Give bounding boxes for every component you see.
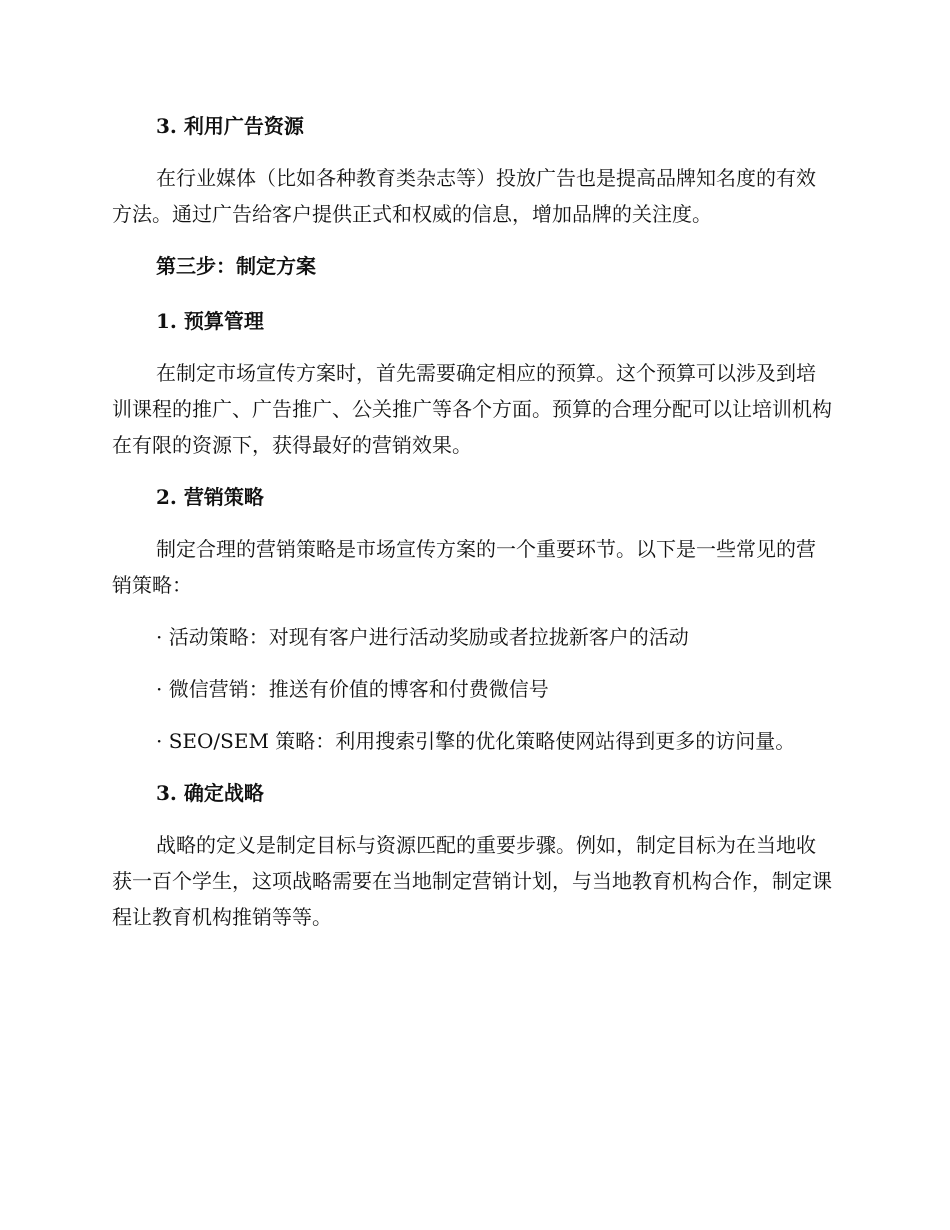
bullet-seo: · SEO/SEM 策略：利用搜索引擎的优化策略使网站得到更多的访问量。 bbox=[156, 729, 796, 753]
heading-budget: 1. 预算管理 bbox=[156, 309, 264, 333]
document-page bbox=[112, 108, 832, 935]
bullet-wechat: · 微信营销：推送有价值的博客和付费微信号 bbox=[156, 677, 549, 701]
heading-strategy: 3. 确定战略 bbox=[156, 781, 264, 805]
paragraph-strategy: 战略的定义是制定目标与资源匹配的重要步骤。例如，制定目标为在当地收获一百个学生，这项战略需要在当地制定营销计划，与当地教育机构合作，制定课程让教育机构推销等等。 bbox=[112, 833, 832, 929]
paragraph-budget: 在制定市场宣传方案时，首先需要确定相应的预算。这个预算可以涉及到培训课程的推广、广告推广、公关推广等各个方面。预算的合理分配可以让培训机构在有限的资源下，获得最好的营销效果。 bbox=[112, 361, 832, 457]
heading-marketing: 2. 营销策略 bbox=[156, 485, 264, 509]
paragraph-use-ads: 在行业媒体（比如各种教育类杂志等）投放广告也是提高品牌知名度的有效方法。通过广告给客户提供正式和权威的信息，增加品牌的关注度。 bbox=[112, 166, 816, 226]
heading-step-three: 第三步：制定方案 bbox=[156, 254, 316, 278]
heading-use-ads: 3. 利用广告资源 bbox=[156, 114, 304, 138]
bullet-activity: · 活动策略：对现有客户进行活动奖励或者拉拢新客户的活动 bbox=[156, 625, 689, 649]
paragraph-marketing: 制定合理的营销策略是市场宣传方案的一个重要环节。以下是一些常见的营销策略： bbox=[112, 537, 816, 597]
